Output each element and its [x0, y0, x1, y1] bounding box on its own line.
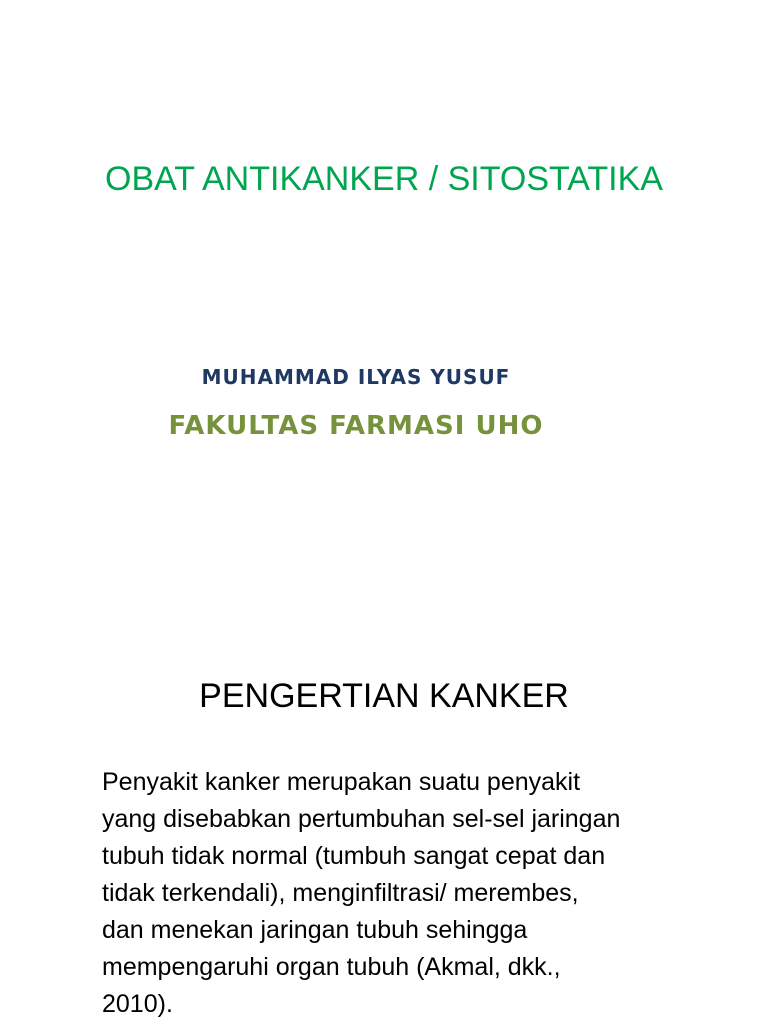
paragraph-line: Penyakit kanker merupakan suatu penyakit — [102, 768, 581, 796]
slide-title: OBAT ANTIKANKER / SITOSTATIKA — [105, 160, 663, 198]
paragraph-line: dan menekan jaringan tubuh sehingga — [102, 916, 528, 944]
paragraph-line: tidak terkendali), menginfiltrasi/ merembes, — [102, 879, 579, 907]
paragraph-line: yang disebabkan pertumbuhan sel-sel jaringan — [102, 805, 621, 833]
faculty-name: FAKULTAS FARMASI UHO — [168, 411, 544, 441]
paragraph-line: mempengaruhi organ tubuh (Akmal, dkk., — [102, 953, 561, 981]
author-name: MUHAMMAD ILYAS YUSUF — [201, 365, 511, 389]
section-heading: PENGERTIAN KANKER — [199, 677, 569, 715]
definition-paragraph — [102, 764, 722, 1023]
definition-slide — [0, 576, 768, 1024]
paragraph-line: tubuh tidak normal (tumbuh sangat cepat dan — [102, 842, 606, 870]
paragraph-line: 2010). — [102, 990, 173, 1018]
